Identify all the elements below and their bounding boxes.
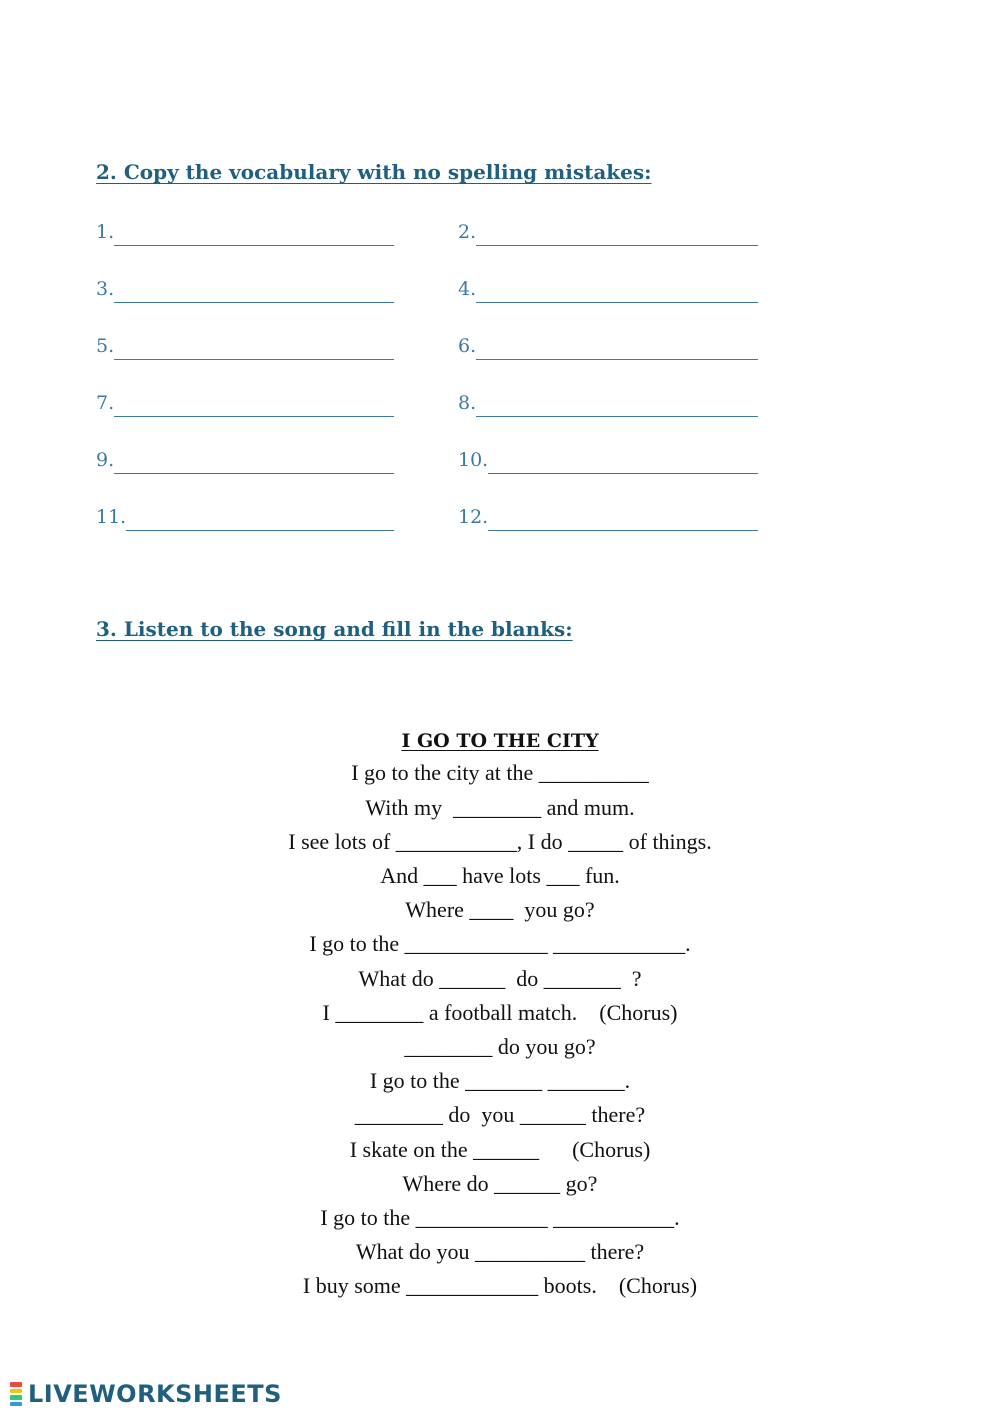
lyric-line: And ___ have lots ___ fun. (380, 863, 620, 888)
vocab-item-3 (96, 275, 394, 303)
vocab-blank[interactable] (476, 225, 758, 246)
lyric-line: I go to the city at the __________ (351, 760, 649, 785)
vocab-item-7 (96, 389, 394, 417)
vocab-blank[interactable] (114, 453, 394, 474)
vocab-item-12 (458, 503, 758, 531)
vocab-number: 1. (96, 221, 115, 243)
lyric-line: I go to the _______ _______. (369, 1068, 631, 1093)
vocab-number: 3. (96, 278, 115, 300)
section-3-heading: 3. Listen to the song and fill in the blanks: (96, 617, 573, 641)
lyric-line: I skate on the ______ (Chorus) (349, 1137, 651, 1162)
vocab-number: 2. (458, 221, 477, 243)
vocab-blank[interactable] (488, 510, 758, 531)
vocab-blank[interactable] (476, 339, 758, 360)
song-title: I GO TO THE CITY (401, 730, 599, 752)
lyric-line: Where ____ you go? (405, 897, 595, 922)
vocab-blank[interactable] (476, 396, 758, 417)
vocab-item-2 (458, 218, 758, 246)
logo-bar (10, 1402, 22, 1407)
vocab-number: 7. (96, 392, 115, 414)
vocab-item-1 (96, 218, 394, 246)
vocab-number: 9. (96, 449, 115, 471)
vocab-item-9 (96, 446, 394, 474)
vocab-item-8 (458, 389, 758, 417)
logo-bar (10, 1395, 22, 1400)
lyric-line: Where do ______ go? (402, 1171, 598, 1196)
lyric-line: I see lots of ___________, I do _____ of things. (288, 829, 712, 854)
liveworksheets-logo[interactable] (6, 1378, 282, 1410)
vocab-number: 10. (458, 449, 489, 471)
vocab-number: 6. (458, 335, 477, 357)
lyric-line: I go to the ____________ ___________. (320, 1205, 680, 1230)
lyric-line: I buy some ____________ boots. (Chorus) (302, 1273, 698, 1298)
vocab-number: 5. (96, 335, 115, 357)
lyric-line: ________ do you go? (404, 1034, 596, 1059)
vocab-number: 4. (458, 278, 477, 300)
vocab-number: 12. (458, 506, 489, 528)
section-2-heading: 2. Copy the vocabulary with no spelling mistakes: (96, 160, 652, 184)
vocab-blank[interactable] (114, 339, 394, 360)
vocab-blank[interactable] (114, 396, 394, 417)
logo-bar (10, 1382, 22, 1387)
vocab-number: 11. (96, 506, 127, 528)
logo-bar (10, 1389, 22, 1394)
vocab-item-6 (458, 332, 758, 360)
lyric-line: I go to the _____________ ____________. (309, 931, 691, 956)
lyric-line: I ________ a football match. (Chorus) (322, 1000, 678, 1025)
lyric-line: What do you __________ there? (355, 1239, 645, 1264)
vocab-number: 8. (458, 392, 477, 414)
logo-text: LIVEWORKSHEETS (28, 1380, 282, 1408)
lyric-line: ________ do you ______ there? (354, 1102, 646, 1127)
vocab-item-10 (458, 446, 758, 474)
vocab-blank[interactable] (476, 282, 758, 303)
vocab-item-4 (458, 275, 758, 303)
lyric-line: What do ______ do _______ ? (358, 966, 642, 991)
vocab-blank[interactable] (488, 453, 758, 474)
vocab-blank[interactable] (114, 225, 394, 246)
lyric-line: With my ________ and mum. (365, 795, 635, 820)
vocab-blank[interactable] (114, 282, 394, 303)
logo-badge-icon (6, 1381, 26, 1407)
vocab-blank[interactable] (126, 510, 394, 531)
vocab-item-11 (96, 503, 394, 531)
vocab-item-5 (96, 332, 394, 360)
